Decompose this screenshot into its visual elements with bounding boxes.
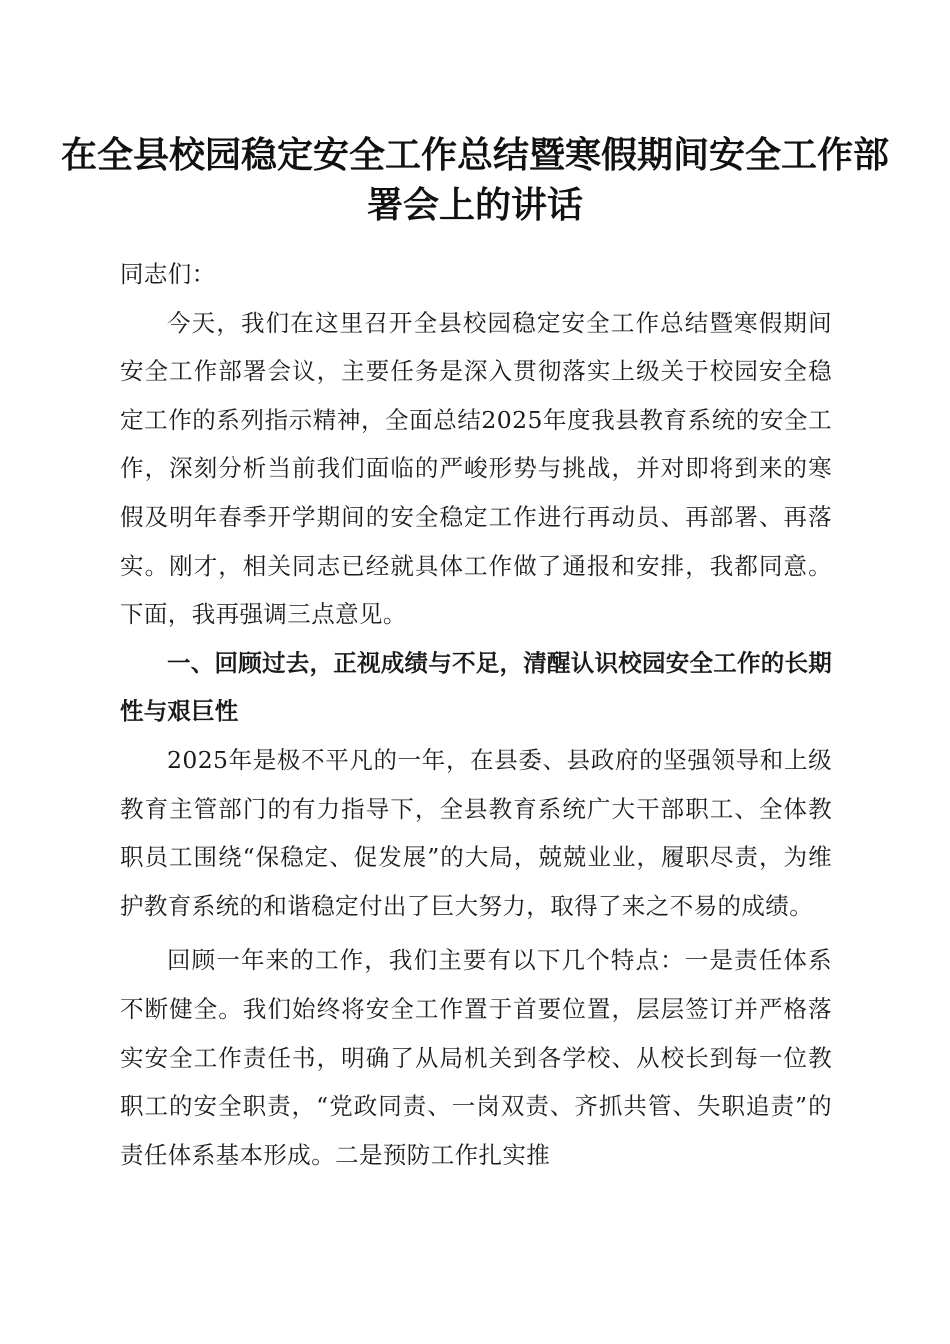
paragraph-features: 回顾一年来的工作，我们主要有以下几个特点：一是责任体系不断健全。我们始终将安全工作置于首要位置，层层签订并严格落实安全工作责任书，明确了从局机关到各学校、从校长到每一位教职工的安全职责，“党政同责、一岗双责、齐抓共管、失职追责”的责任体系基本形成。二是预防工作扎实推 — [120, 946, 832, 1169]
paragraph-opening: 今天，我们在这里召开全县校园稳定安全工作总结暨寒假期间安全工作部署会议，主要任务是深入贯彻落实上级关于校园安全稳定工作的系列指示精神，全面总结2025年度我县教育系统的安全工作，深刻分析当前我们面临的严峻形势与挑战，并对即将到来的寒假及明年春季开学期间的安全稳定工作进行再动员、再部署、再落实。刚才，相关同志已经就具体工作做了通报和安排，我都同意。下面，我再强调三点意见。 — [120, 308, 832, 629]
document-title: 在全县校园稳定安全工作总结暨寒假期间安全工作部署会上的讲话 — [60, 134, 889, 226]
section-heading-1: 一、回顾过去，正视成绩与不足，清醒认识校园安全工作的长期性与艰巨性 — [120, 648, 832, 726]
paragraph-review: 2025年是极不平凡的一年，在县委、县政府的坚强领导和上级教育主管部门的有力指导下，全县教育系统广大干部职工、全体教职员工围绕“保稳定、促发展”的大局，兢兢业业，履职尽责，为维护教育系统的和谐稳定付出了巨大努力，取得了来之不易的成绩。 — [120, 745, 832, 920]
salutation: 同志们： — [120, 260, 216, 288]
document-body — [120, 250, 832, 1179]
